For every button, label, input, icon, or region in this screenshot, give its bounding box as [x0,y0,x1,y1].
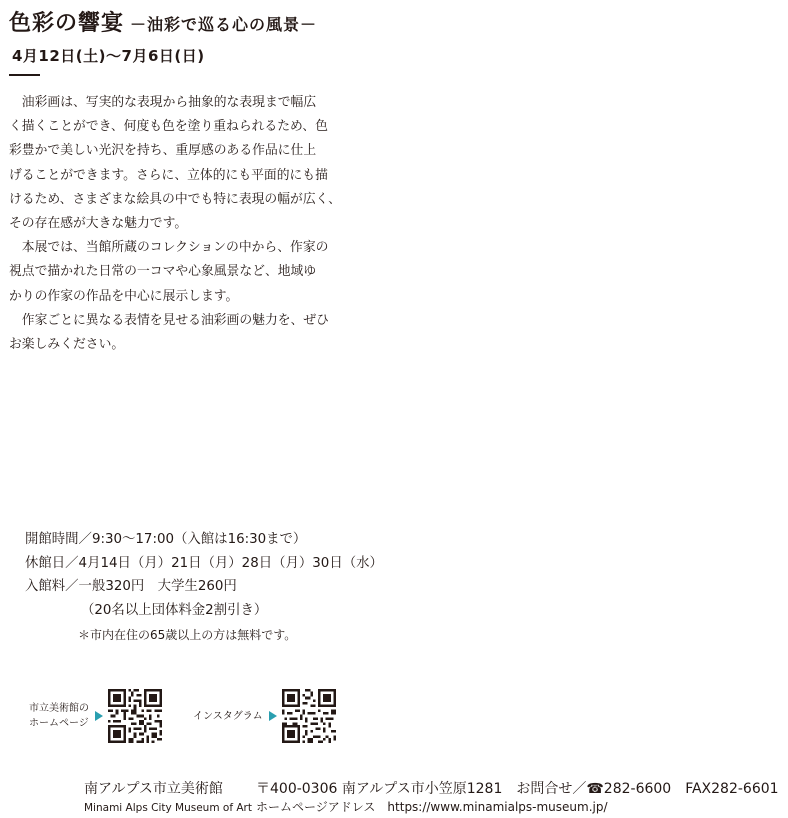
instagram-qr-label: インスタグラム [193,710,263,722]
group-discount: （20名以上団体料金2割引き） [81,602,268,618]
museum-url-link[interactable]: https://www.minamialps-museum.jp/ [387,800,608,814]
divider-rule [9,74,40,76]
description-line: く描くことができ、何度も色を塗り重ねられるため、色 [9,119,328,135]
description-line: げることができます。さらに、立体的にも平面的にも描 [9,167,328,183]
homepage-qr-code[interactable] [108,689,162,743]
description-line: かりの作家の作品を中心に展示します。 [9,288,239,304]
instagram-qr-code[interactable] [282,689,336,743]
homepage-label-line: 市立美術館の [29,703,89,714]
admission-fee: 入館料／一般320円 大学生260円 [25,579,237,594]
title-subtitle: －油彩で巡る心の風景－ [130,15,318,34]
homepage-qr-block[interactable] [29,688,162,744]
opening-hours: 開館時間／9:30～17:00（入館は16:30まで） [25,532,307,547]
homepage-label-line: ホームページ [29,718,89,729]
description-line: 本展では、当館所蔵のコレクションの中から、作家の [9,240,329,256]
description-line: お楽しみください。 [9,336,125,352]
museum-footer [84,778,779,816]
description-line: 作家ごとに異なる表情を見せる油彩画の魅力を、ぜひ [9,312,329,328]
description-line: 彩豊かで美しい光沢を持ち、重厚感のある作品に仕上 [9,143,317,159]
description-line: その存在感が大きな魅力です。 [9,215,188,231]
arrow-right-icon [95,711,103,721]
museum-name-en: Minami Alps City Museum of Art [84,802,252,814]
homepage-qr-label [29,701,89,731]
arrow-right-icon [269,711,277,721]
title-main: 色彩の響宴 [9,11,125,36]
exhibition-title [9,6,317,37]
description-line: 油彩画は、写実的な表現から抽象的な表現まで幅広 [9,95,317,110]
description [9,91,369,357]
free-admission-note: ＊市内在住の65歳以上の方は無料です。 [78,628,297,642]
exhibition-dates: 4月12日(土)～7月6日(日) [12,47,205,65]
homepage-label: ホームページアドレス [256,800,376,814]
description-line: 視点で描かれた日常の一コマや心象風景など、地域ゆ [9,264,317,280]
instagram-qr-block[interactable] [193,688,336,744]
museum-address: 〒400-0306 南アルプス市小笠原1281 お問合せ／☎282-6600 FAX282-6601 [256,781,779,797]
museum-name-ja: 南アルプス市立美術館 [84,781,223,797]
description-line: けるため、さまざまな絵具の中でも特に表現の幅が広く、 [9,191,341,207]
closed-days: 休館日／4月14日（月）21日（月）28日（月）30日（水） [25,555,383,571]
visitor-info [25,528,383,622]
